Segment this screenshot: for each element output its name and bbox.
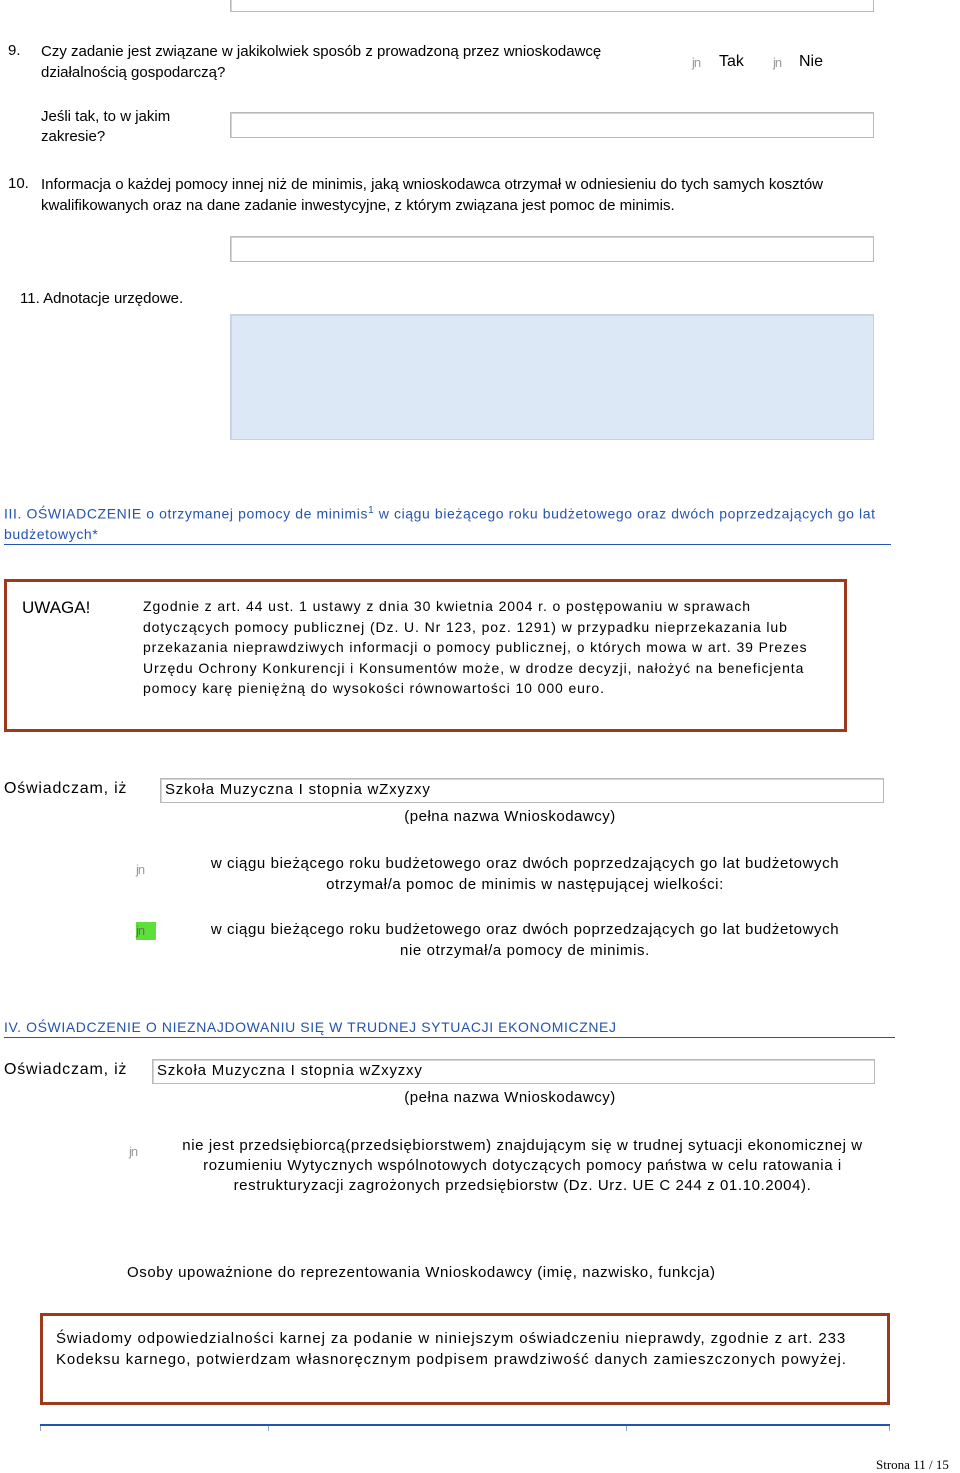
option-received-aid: w ciągu bieżącego roku budżetowego oraz dwóch poprzedzających go lat budżetowych otrzymał/a pomoc de minimis w następującej wielkości: [210,855,840,893]
applicant-caption-4: (pełna nazwa Wnioskodawcy) [404,1089,616,1106]
signature-col-tick [626,1426,627,1431]
radio-glyph: jn [692,55,701,70]
page-number: Strona 11 / 15 [876,1457,949,1472]
radio-received-aid[interactable] [136,861,156,879]
signature-row-line [40,1424,890,1426]
radio-glyph: jn [129,1144,138,1159]
radio-difficult-situation[interactable] [129,1143,149,1161]
warning-title: UWAGA! [22,598,91,617]
section4-heading: IV. OŚWIADCZENIE O NIEZNAJDOWANIU SIĘ W TRUDNEJ SYTUACJI EKONOMICZNEJ [4,1017,895,1038]
option-no-aid: w ciągu bieżącego roku budżetowego oraz dwóch poprzedzających go lat budżetowych nie otrzymał/a pomocy de minimis. [210,921,840,959]
signature-col-tick [889,1426,890,1431]
q10-number: 10. [8,175,29,192]
liability-box [40,1313,890,1405]
previous-field-bottom[interactable] [230,0,874,12]
liability-text: Świadomy odpowiedzialności karnej za podanie w niniejszym oświadczeniu nieprawdy, zgodnie z art. 233 Kodeksu karnego, potwierdzam własnoręcznym podpisem prawdziwość danych zamieszczonych powyżej. [56,1330,847,1368]
signature-col-tick [40,1426,41,1431]
applicant-name: Szkoła Muzyczna I stopnia wZxyzxy [165,781,431,798]
declare-label: Oświadczam, iż [4,780,128,797]
footnote-marker: 1 [368,505,375,516]
q9-question: Czy zadanie jest związane w jakikolwiek sposób z prowadzoną przez wnioskodawcę działalnością gospodarczą? [41,43,602,81]
warning-text: Zgodnie z art. 44 ust. 1 ustawy z dnia 30 kwietnia 2004 r. o postępowaniu w sprawach dotyczących pomocy publicznej (Dz. U. Nr 123, poz. 1291) w przypadku nieprzekazania lub przekazania nieprawdziwych informacji o pomocy publicznej, o których mowa w art. 39 Prezes Urzędu Ochrony Konkurencji i Konsumentów może, w drodze decyzji, nałożyć na beneficjenta pomocy karę pieniężną do wysokości równowartości 10 000 euro. [143,598,808,696]
section3-heading-text: III. OŚWIADCZENIE o otrzymanej pomocy de minimis [4,505,369,522]
q10-question: Informacja o każdej pomocy innej niż de minimis, jaką wnioskodawca otrzymał w odniesieniu do tych samych kosztów kwalifikowanych oraz na dane zadanie inwestycyjne, z którym związana jest pomoc de minimis. [41,176,824,214]
applicant-name-4: Szkoła Muzyczna I stopnia wZxyzxy [157,1062,423,1079]
option-yes-label: Tak [719,53,744,70]
radio-yes[interactable] [692,54,712,72]
radio-glyph: jn [773,55,782,70]
declare-label-4: Oświadczam, iż [4,1061,128,1078]
radio-glyph: jn [136,923,145,938]
signature-col-tick [268,1426,269,1431]
applicant-name-field[interactable] [160,778,884,803]
option-no-label: Nie [799,53,824,70]
section3-heading-cont: w ciągu bieżącego roku budżetowego oraz dwóch poprzedzających go lat budżetowych* [4,505,876,542]
applicant-name-field-4[interactable] [152,1059,875,1084]
section3-heading [4,501,891,545]
q9-followup-label: Jeśli tak, to w jakim zakresie? [41,108,171,145]
warning-box [4,579,847,732]
q10-field[interactable] [230,236,874,262]
radio-no-aid[interactable] [136,922,156,940]
q11-label: 11. Adnotacje urzędowe. [20,290,184,307]
q9-followup-field[interactable] [230,112,874,138]
adnotacje-field[interactable] [230,314,874,440]
radio-no[interactable] [773,54,793,72]
radio-glyph: jn [136,862,145,877]
applicant-caption: (pełna nazwa Wnioskodawcy) [404,808,616,825]
q9-number: 9. [8,42,21,59]
difficult-situation-statement: nie jest przedsiębiorcą(przedsiębiorstwem) znajdującym się w trudnej sytuacji ekonomicznej w rozumieniu Wytycznych wspólnotowych dotyczących pomocy państwa w celu ratowania i restrukturyzacji zagrożonych przedsiębiorstw (Dz. Urz. UE C 244 z 01.10.2004). [182,1137,863,1194]
representatives-label: Osoby upoważnione do reprezentowania Wnioskodawcy (imię, nazwisko, funkcja) [127,1264,716,1281]
